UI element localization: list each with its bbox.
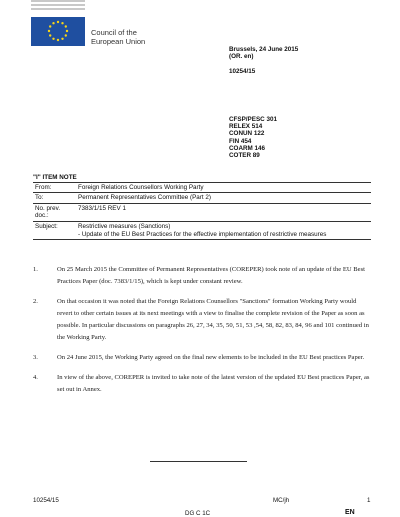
- place-date-block: [229, 46, 298, 60]
- place-date: Brussels, 24 June 2015: [229, 46, 299, 53]
- document-number: 10254/15: [229, 68, 256, 75]
- subject-detail: - Update of the EU Best Practices for the effective implementation of restrictive measures: [78, 231, 327, 239]
- paragraph-3: 3. On 24 June 2015, the Working Party agreed on the final new elements to be included in the EU Best practices Paper.: [33, 354, 365, 361]
- table-row: To: Permanent Representatives Committee (Part 2): [33, 193, 371, 203]
- paragraph-1: 1. On 25 March 2015 the Committee of Permanent Representatives (COREPER) took note of an update of the EU Best Practices Paper (doc. 7383/1/15), which is kept under constant review.: [33, 266, 366, 285]
- footer-page-number: 1: [367, 497, 371, 504]
- classification-codes: CFSP/PESC 301 RELEX 514 CONUN 122 FIN 454 COARM 146 COTER 89: [229, 116, 277, 160]
- meta-table: [33, 182, 371, 240]
- end-divider: [150, 461, 247, 462]
- table-row: Subject: Restrictive measures (Sanctions) - Update of the EU Best Practices for the effective implementation of restrictive measures: [33, 221, 371, 240]
- footer-dg: DG C 1C: [185, 510, 211, 517]
- original-language: (OR. en): [229, 53, 254, 61]
- footer-doc-number: 10254/15: [33, 497, 59, 504]
- table-row: No. prev. doc.: 7383/1/15 REV 1: [33, 203, 371, 221]
- footer-initials: MC/jh: [273, 497, 290, 504]
- logo-decorative-lines: [31, 0, 85, 14]
- eu-flag-icon: [31, 17, 85, 46]
- institution-name: Council of the European Union: [91, 28, 146, 46]
- subject-title: Restrictive measures (Sanctions): [78, 222, 171, 230]
- note-type: "I" ITEM NOTE: [33, 174, 77, 181]
- table-row: From: Foreign Relations Counsellors Working Party: [33, 183, 371, 193]
- council-logo: [31, 0, 151, 46]
- paragraph-2: 2. On that occasion it was noted that the Foreign Relations Counsellors "Sanctions" formation Working Party would revert to other certain issues at its next meetings with a view to finalise the complete revision of the Paper as soon as possible. In particular discussions on paragraphs 26, 27, 34, 35, 50, 51, 53 ,54, 58, 82, 83, 84, 96 and 101 continued in the Working Party.: [33, 298, 369, 341]
- paragraph-4: 4. In view of the above, COREPER is invited to take note of the latest version of the updated EU Best practices Paper, as set out in Annex.: [33, 374, 370, 393]
- footer-language: EN: [345, 509, 355, 516]
- numbered-paragraphs: [33, 264, 373, 404]
